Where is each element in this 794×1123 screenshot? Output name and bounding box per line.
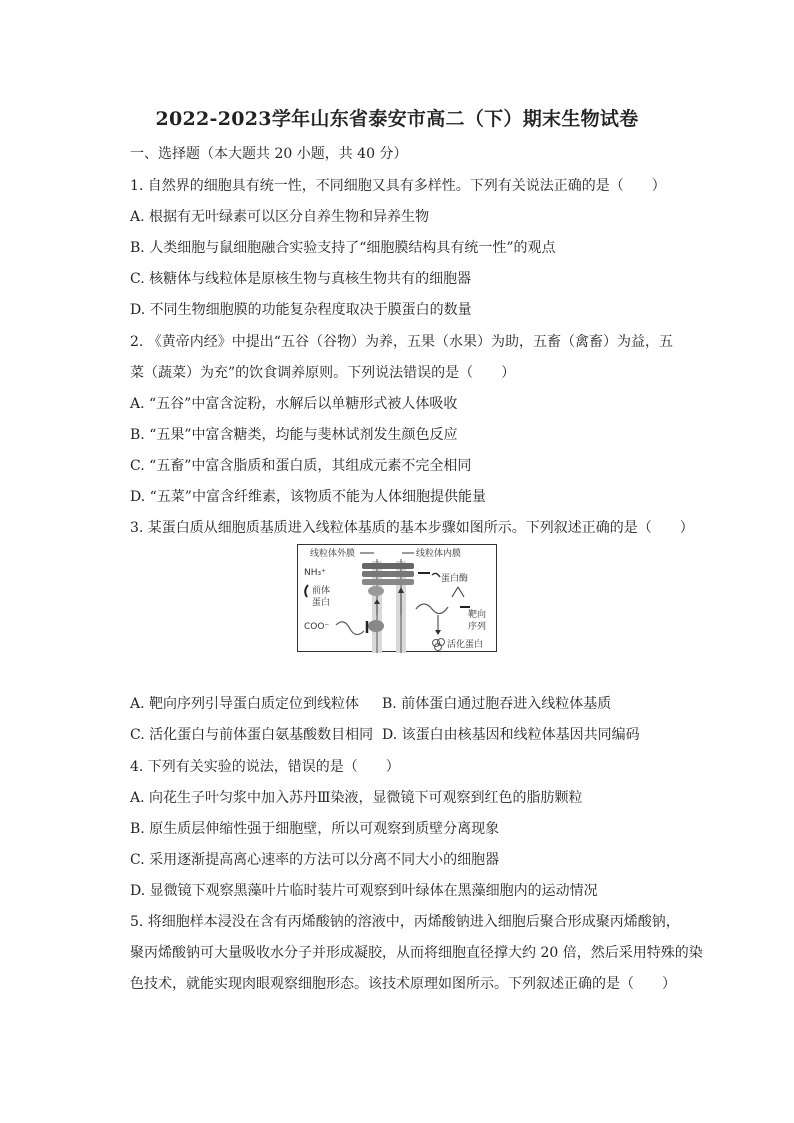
- receptor-upper: [368, 586, 384, 596]
- activation-arrowhead: [435, 630, 441, 635]
- section-heading: 一、选择题（本大题共 20 小题，共 40 分）: [130, 146, 408, 162]
- question-2-option-a: A. “五谷”中富含淀粉，水解后以单糖形式被人体吸收: [130, 396, 458, 412]
- precursor-bracket: [305, 585, 308, 597]
- question-5-stem-line-1: 5. 将细胞样本浸没在含有丙烯酸钠的溶液中，丙烯酸钠进入细胞后聚合形成聚丙烯酸钠，: [130, 914, 680, 930]
- protease-bracket: [432, 573, 440, 577]
- question-3-option-b: B. 前体蛋白通过胞吞进入线粒体基质: [382, 696, 612, 712]
- protease-arrow-right: [458, 587, 464, 597]
- precursor-label-1: 前体: [312, 586, 331, 596]
- question-1-option-c: C. 核糖体与线粒体是原核生物与真核生物共有的细胞器: [130, 271, 472, 287]
- nh3-label: NH₃⁺: [304, 568, 326, 578]
- question-2-stem-line-1: 2. 《黄帝内经》中提出“五谷（谷物）为养，五果（水果）为助，五畜（禽畜）为益，五: [130, 334, 673, 350]
- question-2-option-c: C. “五畜”中富含脂质和蛋白质，其组成元素不完全相同: [130, 458, 472, 474]
- precursor-label-2: 蛋白: [312, 598, 331, 608]
- coo-label: COO⁻: [304, 622, 330, 632]
- inner-membrane-label: 线粒体内膜: [416, 549, 462, 559]
- outer-membrane-label: 线粒体外膜: [310, 549, 356, 559]
- translocase-inner-top: [390, 563, 414, 569]
- page-title: 2022-2023学年山东省泰安市高二（下）期末生物试卷: [155, 108, 639, 130]
- question-5-stem-line-3: 色技术，就能实现肉眼观察细胞形态。该技术原理如图所示。下列叙述正确的是（ ）: [130, 976, 676, 992]
- question-3-option-c: C. 活化蛋白与前体蛋白氨基酸数目相同: [130, 727, 374, 743]
- translocase-inner-mid: [390, 571, 414, 577]
- target-sequence-label-2: 序列: [468, 622, 487, 632]
- cleaved-chain: [416, 604, 448, 614]
- activated-protein-label: 活化蛋白: [447, 640, 484, 650]
- precursor-chain: [336, 622, 364, 635]
- mitochondria-protein-import-figure: [297, 544, 497, 652]
- translocase-inner-low: [390, 579, 414, 585]
- target-sequence-label-1: 靶向: [468, 610, 487, 620]
- question-3-option-d: D. 该蛋白由核基因和线粒体基因共同编码: [382, 727, 640, 743]
- question-4-stem: 4. 下列有关实验的说法，错误的是（ ）: [130, 759, 400, 775]
- question-1-option-d: D. 不同生物细胞膜的功能复杂程度取决于膜蛋白的数量: [130, 302, 472, 318]
- question-4-option-c: C. 采用逐渐提高离心速率的方法可以分离不同大小的细胞器: [130, 852, 500, 868]
- question-4-option-a: A. 向花生子叶匀浆中加入苏丹Ⅲ染液，显微镜下可观察到红色的脂肪颗粒: [130, 790, 583, 806]
- question-1-stem: 1. 自然界的细胞具有统一性，不同细胞又具有多样性。下列有关说法正确的是（ ）: [130, 178, 666, 194]
- question-4-option-b: B. 原生质层伸缩性强于细胞壁，所以可观察到质壁分离现象: [130, 821, 500, 837]
- question-3-option-a: A. 靶向序列引导蛋白质定位到线粒体: [130, 696, 360, 712]
- question-2-option-d: D. “五菜”中富含纤维素，该物质不能为人体细胞提供能量: [130, 489, 486, 505]
- activated-protein-icon: [433, 639, 445, 651]
- question-2-stem-line-2: 菜（蔬菜）为充”的饮食调养原则。下列说法错误的是（ ）: [130, 365, 516, 381]
- translocase-outer-low: [362, 579, 392, 585]
- question-4-option-d: D. 显微镜下观察黑藻叶片临时装片可观察到叶绿体在黑藻细胞内的运动情况: [130, 883, 598, 899]
- protease-arrow-left: [452, 587, 458, 597]
- question-1-option-a: A. 根据有无叶绿素可以区分自养生物和异养生物: [130, 209, 430, 225]
- translocase-outer-mid: [362, 571, 392, 577]
- protease-label: 蛋白酶: [441, 574, 469, 584]
- question-2-option-b: B. “五果”中富含糖类，均能与斐林试剂发生颜色反应: [130, 427, 458, 443]
- translocase-outer-top: [362, 563, 392, 569]
- question-5-stem-line-2: 聚丙烯酸钠可大量吸收水分子并形成凝胶，从而将细胞直径撑大约 20 倍，然后采用特殊的染: [130, 945, 703, 961]
- figure-drawing: [298, 545, 498, 653]
- receptor-lower: [368, 620, 384, 632]
- question-1-option-b: B. 人类细胞与鼠细胞融合实验支持了“细胞膜结构具有统一性”的观点: [130, 240, 556, 256]
- question-3-stem: 3. 某蛋白质从细胞质基质进入线粒体基质的基本步骤如图所示。下列叙述正确的是（ ）: [130, 520, 694, 536]
